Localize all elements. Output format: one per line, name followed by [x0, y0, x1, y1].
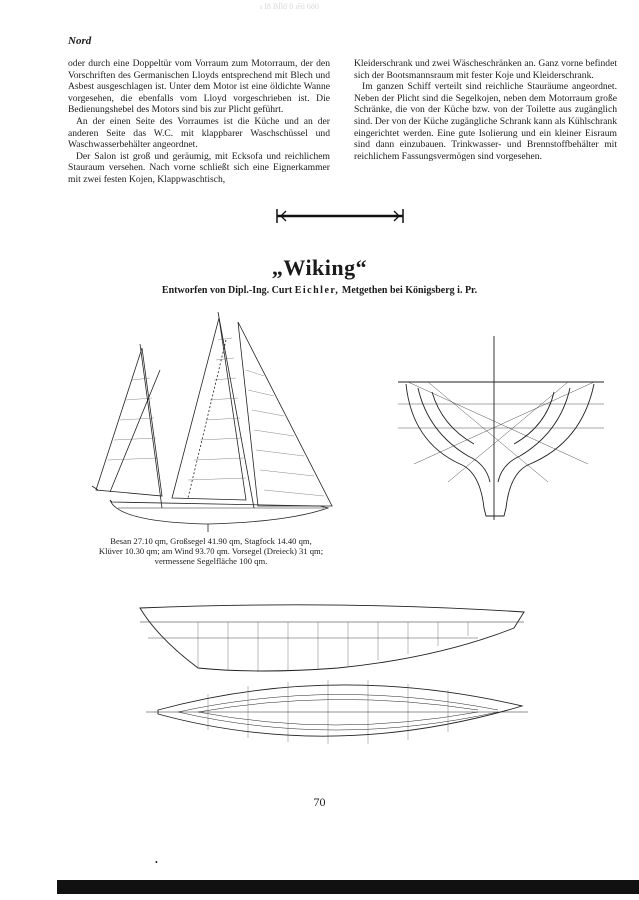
section-divider-ornament	[273, 208, 407, 224]
paragraph: Der Salon ist groß und geräumig, mit Ecksofa und reichlichem Stauraum versehen. Nach vorne schließt sich eine Eignerkammer mit zwei festen Kojen, Klappwaschtisch,	[68, 150, 330, 185]
paragraph: Kleiderschrank und zwei Wäscheschränken an. Ganz vorne befindet sich der Bootsmannsraum mit fester Koje und Kleiderschrank.	[354, 58, 617, 81]
running-title: Nord	[68, 35, 92, 47]
caption-line: Klüver 10.30 qm; am Wind 93.70 qm. Vorsegel (Dreieck) 31 qm;	[98, 546, 324, 556]
caption-line: Besan 27.10 qm, Großsegel 41.90 qm, Stagfock 14.40 qm,	[110, 536, 312, 546]
scan-speck: •	[155, 858, 158, 867]
scan-edge-bar	[57, 880, 639, 894]
caption-line: vermessene Segelfläche 100 qm.	[154, 556, 268, 566]
subtitle-prefix: Entworfen von Dipl.-Ing. Curt	[161, 285, 293, 296]
article-title: „Wiking“	[271, 255, 368, 280]
paragraph: oder durch eine Doppeltür vom Vorraum zum Motorraum, der den Vorschriften des Germanischen Lloyds entsprechend mit Blech und Asbest ausgeschlagen ist. Unter dem Motor ist eine öldichte Wanne vorgesehen, die ebenfalls vom Lloyd vorgeschrieben ist. Die Bedienungshebel des Motors sind bis zur Plicht geführt.	[68, 58, 330, 116]
left-text-column	[68, 58, 330, 186]
designer-name: Eichler,	[294, 285, 340, 296]
page-number: 70	[313, 795, 326, 809]
paragraph: Im ganzen Schiff verteilt sind reichliche Stauräume angeordnet. Neben der Plicht sind die Segelkojen, neben dem Motorraum große Schränke, die von der Küche bzw. von der Toilette aus zugänglich sind. Der von der Küche zugängliche Schrank kann als Kühlschrank eingerichtet werden. Eine gute Isolierung und ein kleiner Eisraum sind dann einzubauen. Trinkwasser- und Brennstoffbehälter mit reichlichem Fassungsvermögen sind vorgesehen.	[354, 81, 617, 162]
sail-plan-drawing	[88, 310, 340, 532]
subtitle-suffix: Metgethen bei Königsberg i. Pr.	[341, 285, 478, 296]
paragraph: An der einen Seite des Vorraumes ist die Küche und an der anderen Seite das W.C. mit klappbarer Waschschüssel und Waschwasserbehälter angeordnet.	[68, 115, 330, 151]
faint-bleed-text: ı I8 Bİlö̈ 0 ıĕü 6ö0	[260, 2, 319, 11]
sail-area-caption	[76, 536, 346, 566]
body-plan-drawing	[398, 332, 604, 520]
article-subtitle	[0, 285, 639, 296]
lines-plan-drawing	[138, 598, 530, 774]
right-text-column	[354, 58, 617, 162]
